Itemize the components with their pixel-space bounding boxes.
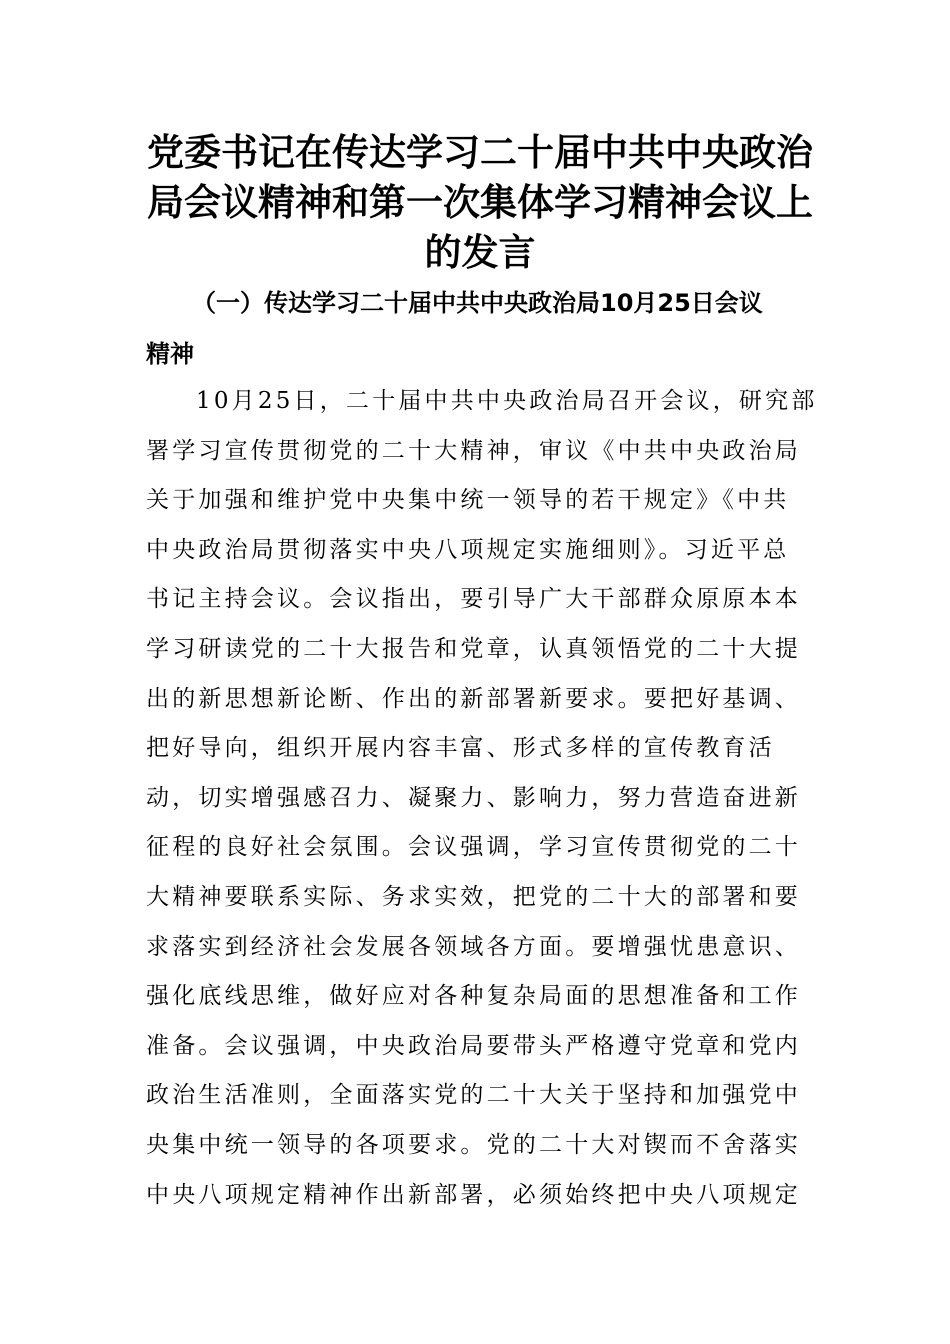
body-line: 大精神要联系实际、务求实效，把党的二十大的部署和要: [146, 883, 801, 910]
body-line: 动，切实增强感召力、凝聚力、影响力，努力营造奋进新: [146, 784, 801, 811]
title-line: 的发言: [424, 231, 536, 274]
title-line: 党委书记在传达学习二十届中共中央政治: [147, 131, 813, 174]
body-line: 10月25日，二十届中共中央政治局召开会议，研究部: [196, 388, 818, 414]
section-heading: [146, 278, 816, 380]
body-line: 政治生活准则，全面落实党的二十大关于坚持和加强党中: [146, 1082, 801, 1109]
body-line: 央集中统一领导的各项要求。党的二十大对锲而不舍落实: [146, 1131, 801, 1158]
body-line: 关于加强和维护党中央集中统一领导的若干规定》《中共: [146, 487, 790, 514]
section-heading-line: （一）传达学习二十届中共中央政治局10月25日会议: [192, 289, 763, 317]
section-heading-line: 精神: [146, 340, 194, 368]
body-line: 强化底线思维，做好应对各种复杂局面的思想准备和工作: [146, 983, 801, 1010]
body-line: 署学习宣传贯彻党的二十大精神，审议《中共中央政治局: [146, 437, 801, 464]
body-line: 书记主持会议。会议指出，要引导广大干部群众原原本本: [146, 586, 801, 613]
body-line: 中央政治局贯彻落实中央八项规定实施细则》。习近平总: [146, 536, 790, 563]
body-line: 把好导向，组织开展内容丰富、形式多样的宣传教育活: [146, 735, 775, 762]
body-paragraph: [146, 377, 816, 1220]
body-line: 求落实到经济社会发展各领域各方面。要增强忧患意识、: [146, 933, 801, 960]
body-line: 征程的良好社会氛围。会议强调，学习宣传贯彻党的二十: [146, 834, 801, 861]
body-line: 出的新思想新论断、作出的新部署新要求。要把好基调、: [146, 685, 801, 712]
title-line: 局会议精神和第一次集体学习精神会议上: [147, 181, 813, 224]
body-line: 中央八项规定精神作出新部署，必须始终把中央八项规定: [146, 1181, 801, 1208]
body-line: 学习研读党的二十大报告和党章，认真领悟党的二十大提: [146, 635, 801, 662]
document-title: [140, 128, 820, 278]
body-line: 准备。会议强调，中央政治局要带头严格遵守党章和党内: [146, 1032, 801, 1059]
